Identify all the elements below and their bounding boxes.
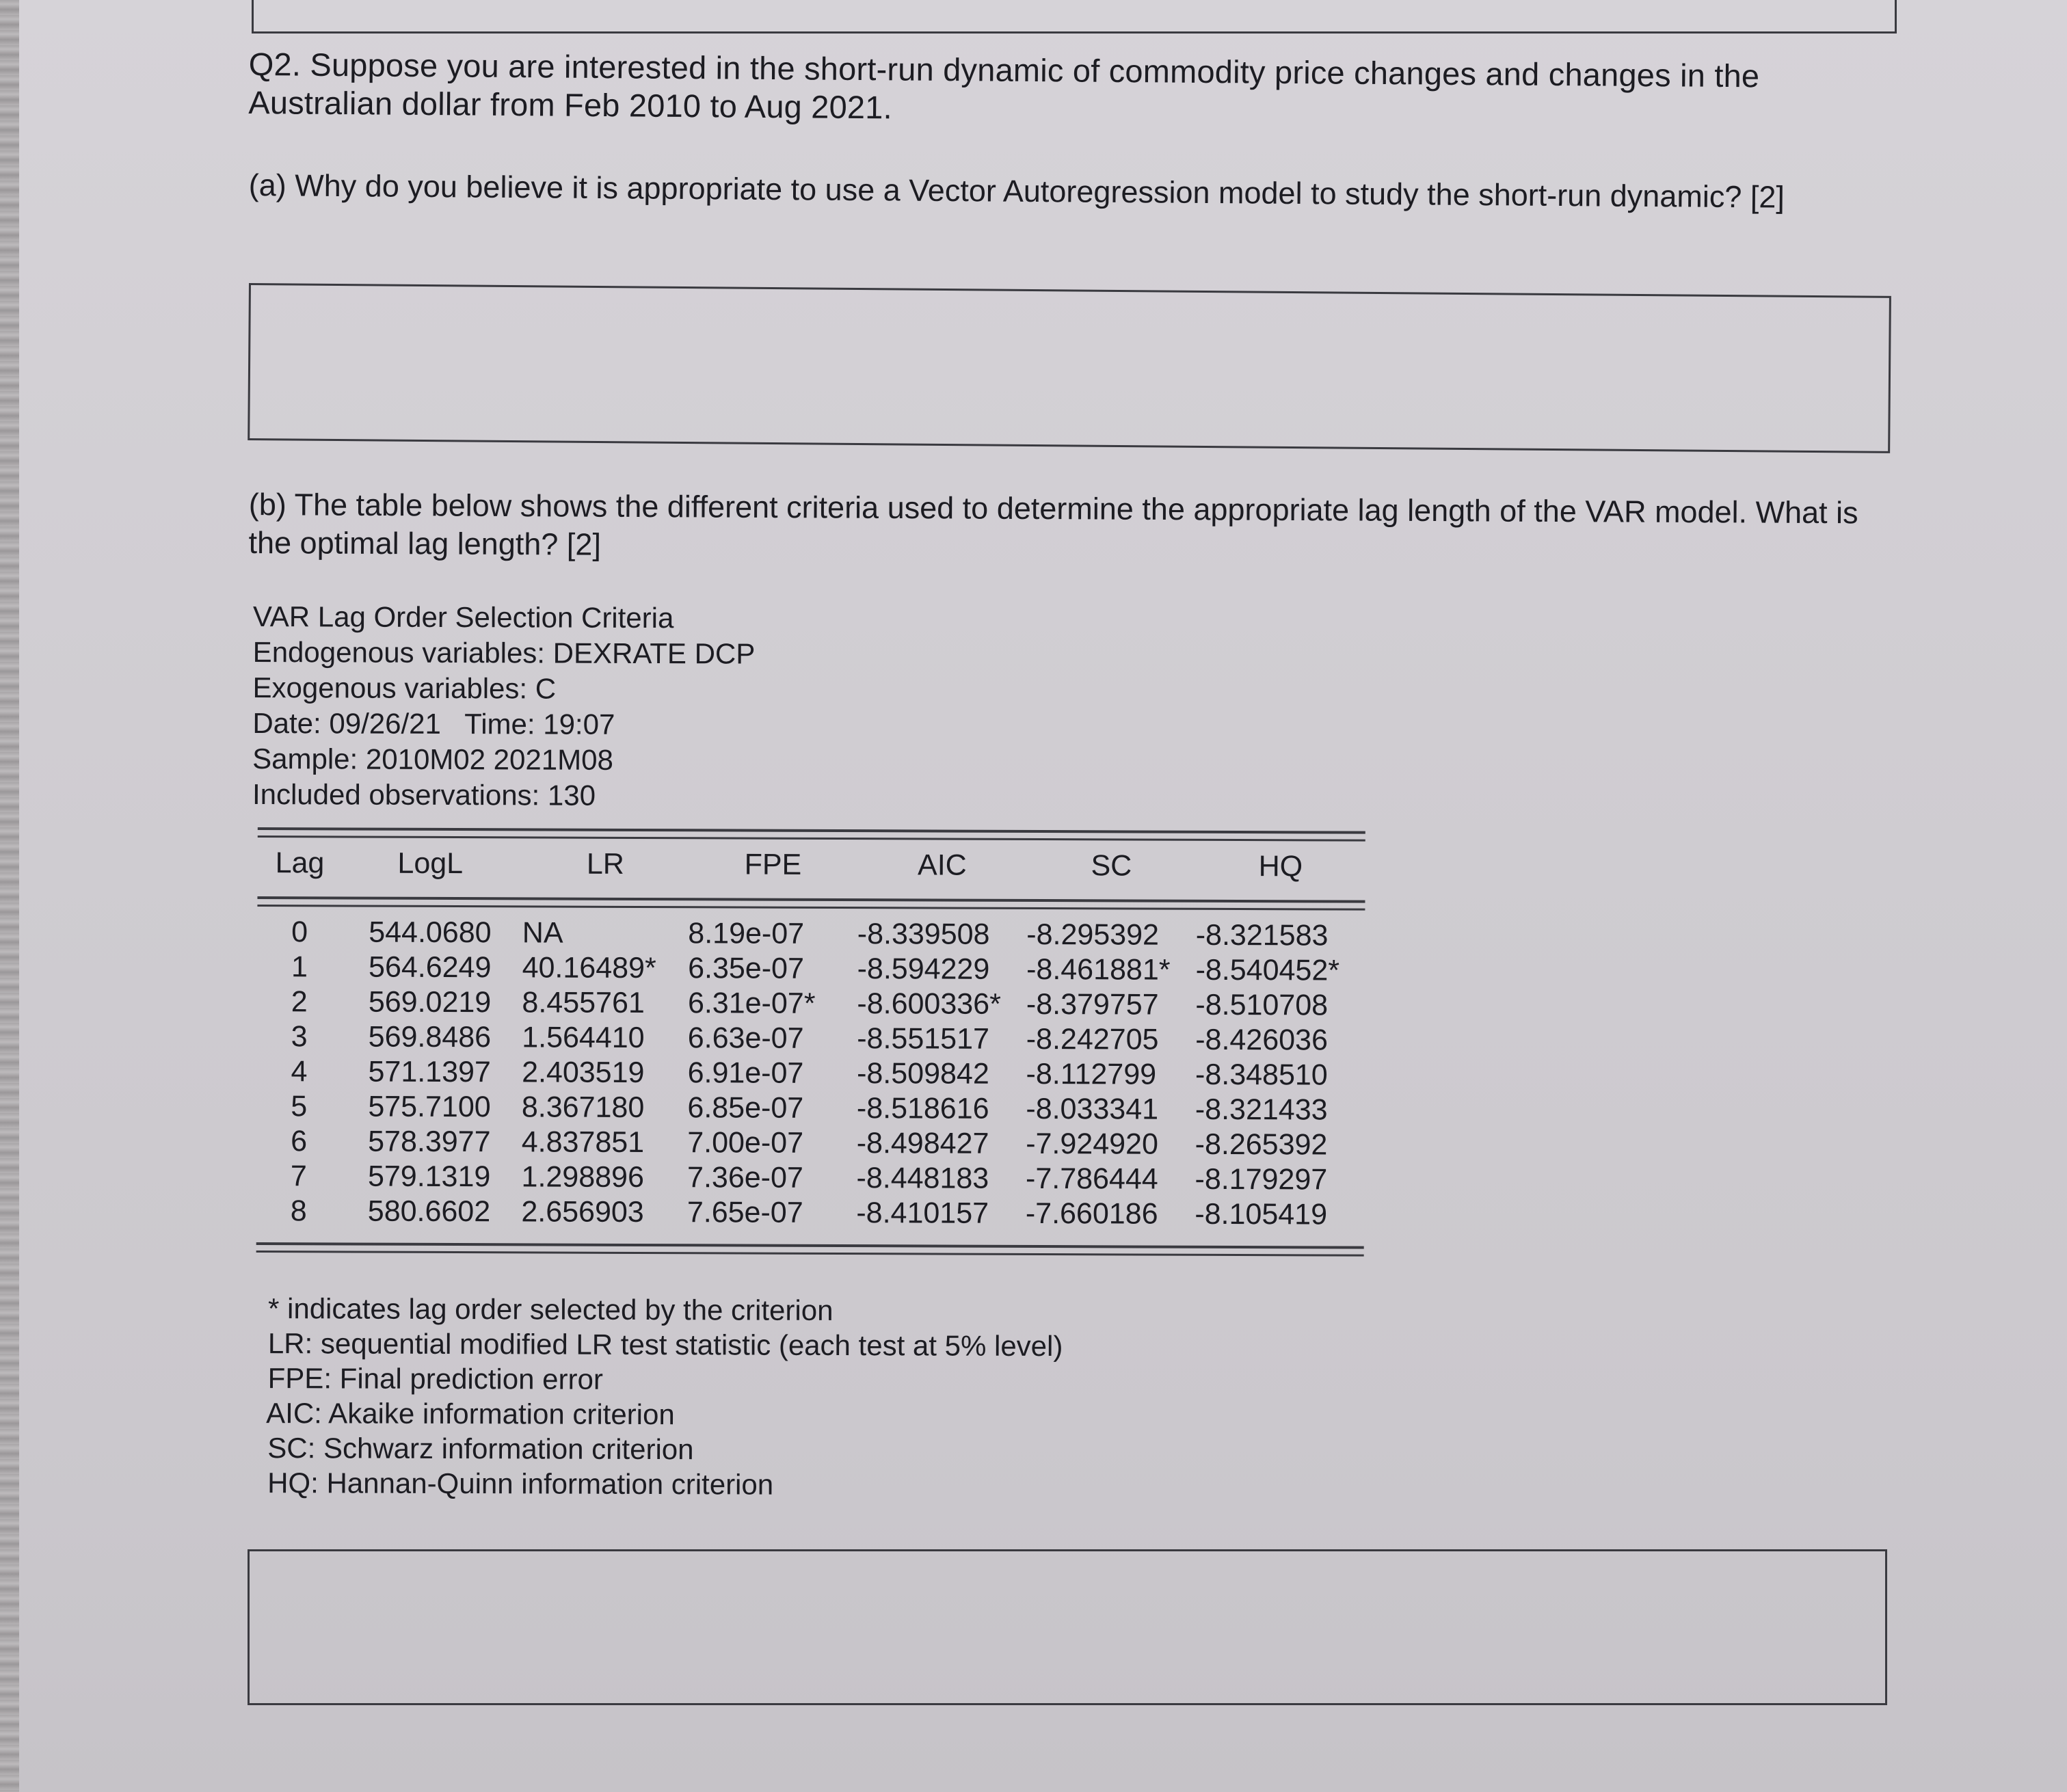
cell-aic: -8.498427 — [856, 1127, 989, 1160]
cell-fpe: 6.31e-07* — [687, 987, 816, 1020]
cell-logl: 580.6602 — [367, 1194, 491, 1229]
cell-lag: 3 — [291, 1020, 308, 1054]
cell-aic: -8.594229 — [857, 952, 990, 986]
cell-sc: -8.242705 — [1026, 1022, 1159, 1056]
cell-hq: -8.321583 — [1195, 918, 1329, 952]
col-header-hq: HQ — [1258, 850, 1303, 883]
note-asterisk: * indicates lag order selected by the criterion — [260, 1292, 834, 1326]
cell-fpe: 7.00e-07 — [687, 1126, 804, 1160]
cell-lr: 1.564410 — [522, 1021, 645, 1055]
included-observations: Included observations: 130 — [252, 777, 596, 812]
cell-aic: -8.551517 — [857, 1022, 990, 1056]
cell-aic: -8.509842 — [857, 1057, 989, 1091]
cell-logl: 578.3977 — [368, 1125, 491, 1159]
note-sc: SC: Schwarz information criterion — [259, 1432, 694, 1466]
cell-hq: -8.540452* — [1195, 953, 1340, 987]
output-title: VAR Lag Order Selection Criteria — [252, 600, 674, 634]
table-row — [256, 1159, 1364, 1198]
cell-lag: 6 — [291, 1125, 308, 1158]
note-hq: HQ: Hannan-Quinn information criterion — [259, 1467, 774, 1501]
cell-sc: -8.461881* — [1026, 952, 1171, 987]
cell-lr: 1.298896 — [521, 1160, 645, 1194]
cell-logl: 579.1319 — [367, 1160, 491, 1194]
cell-hq: -8.265392 — [1195, 1127, 1328, 1162]
exogenous-variables: Exogenous variables: C — [252, 671, 557, 705]
cell-lag: 5 — [291, 1090, 308, 1123]
note-aic: AIC: Akaike information criterion — [259, 1397, 675, 1431]
cell-lag: 1 — [291, 950, 308, 984]
table-row — [256, 1089, 1364, 1128]
lag-criteria-body — [256, 907, 1365, 1238]
cell-lr: 40.16489* — [522, 951, 656, 985]
page-edge — [0, 0, 19, 1792]
cell-lr: 2.403519 — [522, 1056, 645, 1090]
endogenous-variables: Endogenous variables: DEXRATE DCP — [252, 635, 756, 670]
cell-hq: -8.105419 — [1195, 1197, 1328, 1231]
col-header-sc: SC — [1091, 849, 1132, 883]
note-lr: LR: sequential modified LR test statistic (each test at 5% level) — [260, 1327, 1063, 1363]
lag-criteria-table — [258, 838, 1365, 891]
answer-box-a[interactable] — [248, 283, 1891, 453]
cell-lr: 8.455761 — [522, 986, 645, 1020]
cell-fpe: 8.19e-07 — [688, 917, 805, 950]
sample-range: Sample: 2010M02 2021M08 — [252, 742, 613, 776]
note-fpe: FPE: Final prediction error — [259, 1362, 603, 1395]
cell-aic: -8.600336* — [857, 987, 1001, 1021]
cell-hq: -8.348510 — [1195, 1058, 1328, 1092]
cell-sc: -8.033341 — [1026, 1092, 1159, 1126]
table-row — [256, 1194, 1364, 1238]
part-a-text: (a) Why do you believe it is appropriate to use a Vector Autoregression model to study the short-run dynamic? [2] — [248, 167, 1785, 215]
cell-lr: NA — [522, 916, 563, 950]
cell-sc: -7.786444 — [1025, 1162, 1158, 1196]
cell-aic: -8.410157 — [856, 1196, 989, 1230]
cell-sc: -7.660186 — [1025, 1196, 1158, 1231]
col-header-lr: LR — [586, 847, 624, 881]
cell-lr: 8.367180 — [521, 1091, 645, 1125]
col-header-logl: LogL — [397, 846, 464, 881]
cell-lr: 2.656903 — [521, 1195, 644, 1229]
cell-sc: -8.295392 — [1026, 918, 1160, 952]
table-row — [256, 1054, 1364, 1093]
question-text: Q2. Suppose you are interested in the short-run dynamic of commodity price changes and changes in the Australian dollar from Feb 2010 to Aug 2021. — [248, 45, 1760, 126]
cell-lr: 4.837851 — [521, 1125, 645, 1160]
cell-fpe: 6.63e-07 — [687, 1021, 804, 1055]
cell-lag: 8 — [290, 1194, 307, 1228]
cell-sc: -7.924920 — [1026, 1127, 1158, 1161]
table-row — [257, 907, 1365, 954]
previous-answer-box — [252, 0, 1897, 34]
cell-fpe: 6.91e-07 — [687, 1056, 804, 1090]
date-time: Date: 09/26/21 Time: 19:07 — [252, 706, 615, 740]
cell-lag: 4 — [291, 1055, 308, 1088]
cell-aic: -8.448183 — [856, 1162, 989, 1195]
table-header-row — [258, 838, 1365, 891]
exam-paper — [19, 0, 2067, 1792]
var-lag-output — [250, 599, 1429, 1504]
cell-fpe: 6.35e-07 — [688, 952, 805, 985]
part-b-text: (b) The table below shows the different criteria used to determine the appropriate lag length of the VAR model. What is the optimal lag length? [2] — [248, 487, 1858, 562]
cell-fpe: 6.85e-07 — [687, 1091, 804, 1125]
cell-hq: -8.510708 — [1195, 988, 1329, 1022]
table-row — [257, 950, 1365, 989]
cell-lag: 0 — [291, 915, 308, 949]
cell-hq: -8.179297 — [1195, 1162, 1328, 1196]
table-row — [257, 985, 1365, 1024]
cell-aic: -8.518616 — [856, 1092, 989, 1125]
cell-logl: 564.6249 — [368, 950, 492, 985]
cell-sc: -8.379757 — [1026, 987, 1159, 1021]
cell-fpe: 7.65e-07 — [686, 1196, 803, 1229]
answer-box-b[interactable] — [248, 1549, 1887, 1705]
cell-lag: 7 — [290, 1160, 307, 1193]
table-row — [256, 1124, 1364, 1163]
cell-fpe: 7.36e-07 — [687, 1161, 803, 1194]
cell-logl: 569.8486 — [368, 1020, 492, 1054]
cell-logl: 575.7100 — [368, 1090, 491, 1124]
cell-hq: -8.321433 — [1195, 1093, 1328, 1127]
cell-logl: 544.0680 — [369, 915, 492, 950]
cell-hq: -8.426036 — [1195, 1023, 1329, 1057]
col-header-lag: Lag — [275, 846, 325, 880]
cell-logl: 571.1397 — [368, 1055, 491, 1089]
table-notes — [259, 1291, 1426, 1504]
cell-aic: -8.339508 — [857, 918, 990, 951]
cell-lag: 2 — [291, 985, 308, 1019]
table-bottom-rule — [256, 1242, 1364, 1257]
cell-logl: 569.0219 — [368, 985, 492, 1019]
col-header-aic: AIC — [917, 848, 967, 882]
cell-sc: -8.112799 — [1026, 1057, 1157, 1091]
col-header-fpe: FPE — [744, 848, 802, 881]
table-row — [257, 1019, 1365, 1058]
